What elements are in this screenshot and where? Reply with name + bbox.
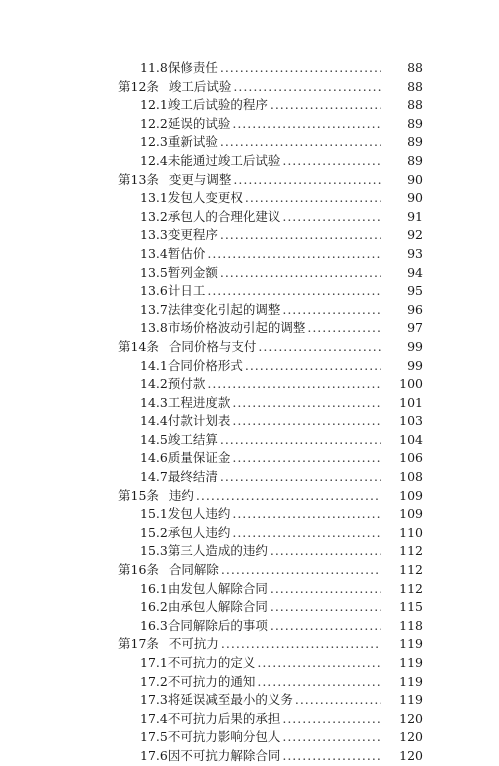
toc-section-row[interactable]	[0, 598, 499, 617]
toc-entry-number: 第14条	[118, 338, 159, 354]
toc-entry-number: 15.3	[140, 543, 168, 559]
toc-entry-leader	[118, 487, 423, 506]
toc-entry-page-number: 90	[381, 171, 423, 190]
toc-entry-title: 承包人的合理化建议	[167, 208, 281, 224]
toc-entry-title: 未能通过竣工后试验	[167, 152, 281, 168]
toc-section-row[interactable]	[0, 152, 499, 171]
toc-entry-number: 17.1	[140, 655, 168, 670]
toc-entry-page-number: 95	[381, 282, 423, 301]
toc-section-row[interactable]	[0, 133, 499, 152]
toc-entry-title: 最终结清	[167, 469, 218, 485]
toc-section-row[interactable]	[0, 394, 499, 413]
toc-entry-page-number: 88	[381, 96, 423, 115]
toc-entry-title: 保修责任	[167, 60, 218, 75]
toc-entry-page-number: 88	[381, 59, 423, 78]
toc-entry-page-number: 96	[381, 301, 423, 320]
toc-section-row[interactable]	[0, 282, 499, 301]
toc-section-row[interactable]	[0, 654, 499, 673]
toc-entry-number: 13.1	[140, 190, 168, 206]
toc-entry-number: 12.2	[140, 115, 168, 131]
toc-entry-title: 工程进度款	[167, 394, 231, 410]
toc-section-row[interactable]	[0, 691, 499, 710]
toc-entry-title: 重新试验	[167, 134, 218, 150]
toc-entry-page-number: 115	[381, 598, 423, 617]
toc-entry-title: 预付款	[167, 376, 206, 392]
toc-entry-page-number: 99	[381, 357, 423, 376]
toc-section-row[interactable]	[0, 115, 499, 134]
toc-entry-page-number: 92	[381, 226, 423, 245]
toc-section-row[interactable]	[0, 710, 499, 729]
toc-section-row[interactable]	[0, 226, 499, 245]
toc-entry-title: 发包人变更权	[167, 190, 243, 206]
toc-entry-title: 不可抗力的定义	[167, 655, 256, 670]
toc-section-row[interactable]	[0, 319, 499, 338]
toc-entry-title: 合同解除	[168, 562, 219, 578]
toc-entry-number: 14.3	[140, 394, 168, 410]
toc-section-row[interactable]	[0, 747, 499, 766]
toc-entry-leader	[118, 338, 423, 357]
toc-section-row[interactable]	[0, 357, 499, 376]
toc-section-row[interactable]	[0, 208, 499, 227]
toc-entry-page-number: 112	[381, 561, 423, 580]
toc-entry-title: 市场价格波动引起的调整	[167, 320, 306, 336]
toc-entry-number: 17.2	[140, 673, 168, 689]
toc-section-row[interactable]	[0, 375, 499, 394]
toc-entry-number: 17.6	[140, 747, 168, 763]
toc-entry-page-number: 89	[381, 133, 423, 152]
toc-entry-page-number: 112	[381, 580, 423, 599]
toc-entry-leader	[118, 561, 423, 580]
toc-entry-page-number: 99	[381, 338, 423, 357]
toc-entry-title: 发包人违约	[167, 506, 231, 522]
toc-entry-page-number: 120	[381, 728, 423, 747]
toc-entry-number: 14.2	[140, 376, 168, 392]
toc-entry-title: 合同价格与支付	[168, 338, 257, 354]
toc-entry-page-number: 119	[381, 691, 423, 710]
toc-chapter-row[interactable]	[0, 338, 499, 357]
toc-entry-number: 14.6	[140, 450, 168, 466]
toc-entry-number: 14.4	[140, 413, 168, 429]
toc-entry-title: 竣工结算	[167, 431, 218, 447]
toc-entry-number: 12.4	[140, 152, 168, 168]
toc-entry-page-number: 120	[381, 747, 423, 766]
toc-entry-title: 法律变化引起的调整	[167, 301, 281, 317]
table-of-contents	[0, 59, 499, 766]
toc-section-row[interactable]	[0, 449, 499, 468]
toc-section-row[interactable]	[0, 468, 499, 487]
toc-entry-title: 质量保证金	[167, 450, 231, 466]
toc-section-row[interactable]	[0, 431, 499, 450]
toc-entry-number: 12.1	[140, 97, 168, 113]
toc-entry-title: 不可抗力后果的承担	[167, 710, 281, 726]
toc-entry-number: 17.3	[140, 692, 168, 708]
toc-entry-leader	[118, 635, 423, 654]
toc-entry-title: 由发包人解除合同	[167, 580, 268, 596]
toc-entry-page-number: 119	[381, 673, 423, 692]
toc-entry-number: 14.1	[140, 357, 168, 373]
toc-entry-title: 由承包人解除合同	[167, 599, 268, 615]
toc-entry-title: 竣工后试验的程序	[167, 97, 268, 113]
toc-section-row[interactable]	[0, 245, 499, 264]
toc-entry-number: 14.7	[140, 469, 168, 485]
toc-section-row[interactable]	[0, 542, 499, 561]
toc-entry-page-number: 91	[381, 208, 423, 227]
toc-entry-page-number: 94	[381, 264, 423, 283]
toc-entry-title: 延误的试验	[167, 115, 231, 131]
toc-entry-number: 12.3	[140, 134, 168, 150]
toc-entry-number: 15.1	[140, 506, 168, 522]
toc-entry-title: 第三人造成的违约	[167, 543, 268, 559]
toc-entry-title: 合同解除后的事项	[167, 617, 268, 633]
toc-entry-number: 16.2	[140, 599, 168, 615]
toc-entry-title: 计日工	[167, 283, 206, 299]
toc-chapter-row[interactable]	[0, 171, 499, 190]
toc-section-row[interactable]	[0, 673, 499, 692]
toc-entry-title: 将延误减至最小的义务	[167, 692, 293, 708]
toc-entry-number: 13.6	[140, 283, 168, 299]
toc-chapter-row[interactable]	[0, 635, 499, 654]
toc-section-row[interactable]	[0, 301, 499, 320]
toc-entry-page-number: 119	[381, 635, 423, 654]
toc-entry-number: 16.1	[140, 580, 168, 596]
toc-chapter-row[interactable]	[0, 561, 499, 580]
toc-section-row[interactable]	[0, 189, 499, 208]
toc-entry-page-number: 100	[381, 375, 423, 394]
toc-entry-title: 承包人违约	[167, 524, 231, 540]
toc-entry-title: 违约	[168, 487, 194, 503]
toc-entry-number: 13.5	[140, 264, 168, 280]
toc-entry-page-number: 104	[381, 431, 423, 450]
toc-section-row[interactable]	[0, 412, 499, 431]
toc-entry-title: 不可抗力	[168, 636, 219, 652]
toc-entry-page-number: 93	[381, 245, 423, 264]
toc-entry-page-number: 109	[381, 505, 423, 524]
toc-entry-page-number: 89	[381, 115, 423, 134]
toc-entry-number: 13.8	[140, 320, 168, 336]
toc-entry-page-number: 112	[381, 542, 423, 561]
toc-entry-page-number: 120	[381, 710, 423, 729]
toc-section-row[interactable]	[0, 59, 499, 78]
toc-entry-title: 不可抗力影响分包人	[167, 729, 281, 745]
toc-entry-title: 暂估价	[167, 245, 206, 261]
toc-entry-leader	[118, 171, 423, 190]
toc-entry-number: 13.4	[140, 245, 168, 261]
toc-entry-number: 11.8	[140, 60, 168, 75]
toc-section-row[interactable]	[0, 580, 499, 599]
toc-entry-page-number: 106	[381, 449, 423, 468]
toc-entry-number: 第12条	[118, 78, 159, 94]
toc-section-row[interactable]	[0, 505, 499, 524]
toc-chapter-row[interactable]	[0, 487, 499, 506]
toc-entry-number: 13.2	[140, 208, 168, 224]
toc-entry-number: 第17条	[118, 636, 159, 652]
toc-entry-title: 变更与调整	[168, 171, 232, 187]
toc-entry-number: 17.5	[140, 729, 168, 745]
toc-entry-number: 13.3	[140, 227, 168, 243]
toc-entry-number: 14.5	[140, 431, 168, 447]
toc-entry-title: 因不可抗力解除合同	[167, 747, 281, 763]
toc-entry-number: 13.7	[140, 301, 168, 317]
toc-entry-title: 竣工后试验	[168, 78, 232, 94]
toc-entry-title: 不可抗力的通知	[167, 673, 256, 689]
toc-entry-page-number: 118	[381, 617, 423, 636]
toc-entry-page-number: 97	[381, 319, 423, 338]
toc-entry-page-number: 90	[381, 189, 423, 208]
toc-chapter-row[interactable]	[0, 78, 499, 97]
toc-entry-page-number: 103	[381, 412, 423, 431]
toc-entry-leader	[118, 78, 423, 97]
toc-entry-page-number: 88	[381, 78, 423, 97]
toc-entry-number: 第13条	[118, 171, 159, 187]
toc-entry-page-number: 108	[381, 468, 423, 487]
toc-entry-title: 付款计划表	[167, 413, 231, 429]
toc-entry-number: 16.3	[140, 617, 168, 633]
toc-entry-title: 暂列金额	[167, 264, 218, 280]
toc-entry-number: 17.4	[140, 710, 168, 726]
toc-section-row[interactable]	[0, 264, 499, 283]
toc-entry-page-number: 110	[381, 524, 423, 543]
toc-section-row[interactable]	[0, 524, 499, 543]
toc-section-row[interactable]	[0, 728, 499, 747]
toc-section-row[interactable]	[0, 96, 499, 115]
toc-entry-page-number: 101	[381, 394, 423, 413]
toc-entry-page-number: 89	[381, 152, 423, 171]
toc-entry-title: 合同价格形式	[167, 357, 243, 373]
toc-section-row[interactable]	[0, 617, 499, 636]
toc-entry-title: 变更程序	[167, 227, 218, 243]
toc-entry-number: 第15条	[118, 487, 159, 503]
toc-entry-page-number: 109	[381, 487, 423, 506]
toc-entry-page-number: 119	[381, 654, 423, 673]
toc-entry-number: 15.2	[140, 524, 168, 540]
toc-entry-number: 第16条	[118, 562, 159, 578]
